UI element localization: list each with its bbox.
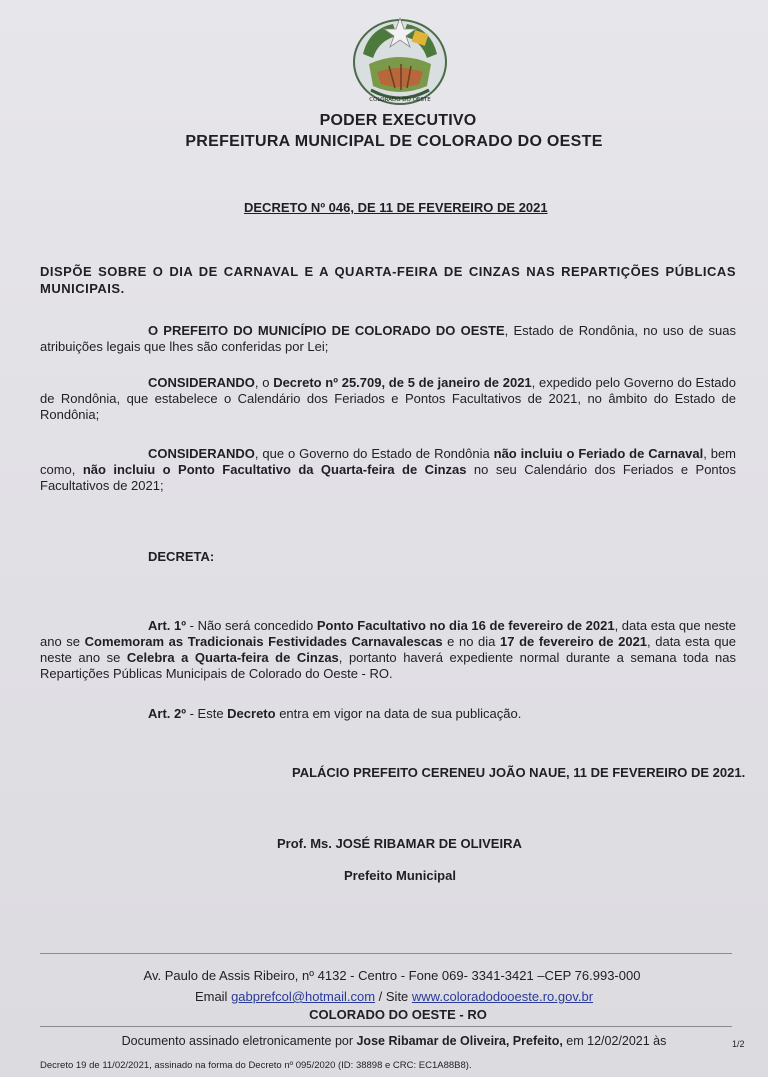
a1-b1: Art. 1º [148, 618, 186, 633]
signed-pre: Documento assinado eletronicamente por [121, 1034, 357, 1048]
article-1-paragraph [40, 618, 736, 682]
a2-b2: Decreto [227, 706, 276, 721]
a1-t5: , portanto haverá expediente normal durante a semana toda nas Repartições Públicas Municipais de Colorado do Oeste - RO. [40, 650, 736, 681]
considerando-1-paragraph [40, 375, 736, 423]
article-2-paragraph [40, 706, 736, 722]
a1-b5: Celebra a Quarta-feira de Cinzas [126, 650, 339, 665]
c2-b3: não incluiu o Ponto Facultativo da Quarta-feira de Cinzas [82, 462, 467, 477]
a1-b4: 17 de fevereiro de 2021 [500, 634, 648, 649]
c1-b2: Decreto nº 25.709, de 5 de janeiro de 2021 [273, 375, 532, 390]
c2-b2: não incluiu o Feriado de Carnaval [493, 446, 704, 461]
c1-t2: , expedido pelo Governo do Estado de Rondônia, que estabelece o Calendário dos Feriados e Pontos Facultativos de 2021, no âmbito do Estado de Rondônia; [40, 375, 736, 422]
electronic-signature-line [10, 1034, 768, 1048]
c1-t1: , o [254, 375, 274, 390]
email-label: Email [194, 989, 232, 1004]
c1-b1: CONSIDERANDO [148, 375, 255, 390]
footer-city: COLORADO DO OESTE - RO [309, 1007, 487, 1022]
signatory-name: Prof. Ms. JOSÉ RIBAMAR DE OLIVEIRA [277, 836, 522, 851]
footer-divider-top [40, 953, 732, 954]
site-label: / Site [375, 989, 412, 1004]
preamble-bold: O PREFEITO DO MUNICÍPIO DE COLORADO DO OESTE [148, 323, 505, 338]
a1-t3: e no dia [442, 634, 501, 649]
preamble-text: , Estado de Rondônia, no uso de suas atribuições legais que lhes são conferidas por Lei; [40, 323, 737, 354]
c2-t2: , bem como, [40, 446, 736, 477]
seal-ribbon-text: COLORADO DO OESTE [369, 97, 431, 103]
decree-title: DECRETO Nº 046, DE 11 DE FEVEREIRO DE 2021 [244, 200, 548, 215]
a1-t4: , data esta que neste ano se [40, 634, 736, 665]
footer-address: Av. Paulo de Assis Ribeiro, nº 4132 - Centro - Fone 069- 3341-3421 –CEP 76.993-000 [143, 968, 641, 983]
place-and-date: PALÁCIO PREFEITO CERENEU JOÃO NAUE, 11 DE FEVEREIRO DE 2021. [292, 765, 746, 780]
c2-b1: CONSIDERANDO [148, 446, 255, 461]
c2-t3: no seu Calendário dos Feriados e Pontos Facultativos de 2021; [40, 462, 736, 493]
header-line-2: PREFEITURA MUNICIPAL DE COLORADO DO OESTE [185, 133, 603, 150]
signed-name: Jose Ribamar de Oliveira, Prefeito, [356, 1034, 563, 1048]
considerando-2-paragraph [40, 446, 736, 494]
page-number: 1/2 [732, 1039, 745, 1049]
a1-t2: , data esta que neste ano se [40, 618, 737, 649]
signatory-role: Prefeito Municipal [344, 868, 456, 883]
a1-b2: Ponto Facultativo no dia 16 de fevereiro de 2021 [316, 618, 615, 633]
signed-post: em 12/02/2021 às [562, 1034, 667, 1048]
email-link[interactable]: gabprefcol@hotmail.com [231, 989, 376, 1004]
a1-t1: - Não será concedido [186, 618, 317, 633]
decree-summary: DISPÕE SOBRE O DIA DE CARNAVAL E A QUARTA-FEIRA DE CINZAS NAS REPARTIÇÕES PÚBLICAS MUNICIPAIS. [40, 264, 736, 296]
decreta-heading: DECRETA: [148, 549, 215, 564]
header-line-1: PODER EXECUTIVO [319, 112, 477, 129]
c2-t1: , que o Governo do Estado de Rondônia [254, 446, 494, 461]
coat-of-arms-seal [349, 14, 451, 108]
a1-b3: Comemoram as Tradicionais Festividades Carnavalescas [84, 634, 443, 649]
electronic-signature-details: Decreto 19 de 11/02/2021, assinado na forma do Decreto nº 095/2020 (ID: 38898 e CRC: EC1A88B8). [40, 1060, 472, 1071]
footer-contact [10, 989, 768, 1004]
a2-b1: Art. 2º [148, 706, 186, 721]
preamble-paragraph [40, 323, 736, 355]
a2-t1: - Este [185, 706, 228, 721]
footer-divider-bottom [40, 1026, 732, 1027]
a2-t2: entra em vigor na data de sua publicação. [275, 706, 522, 721]
site-link[interactable]: www.coloradodooeste.ro.gov.br [411, 989, 594, 1004]
